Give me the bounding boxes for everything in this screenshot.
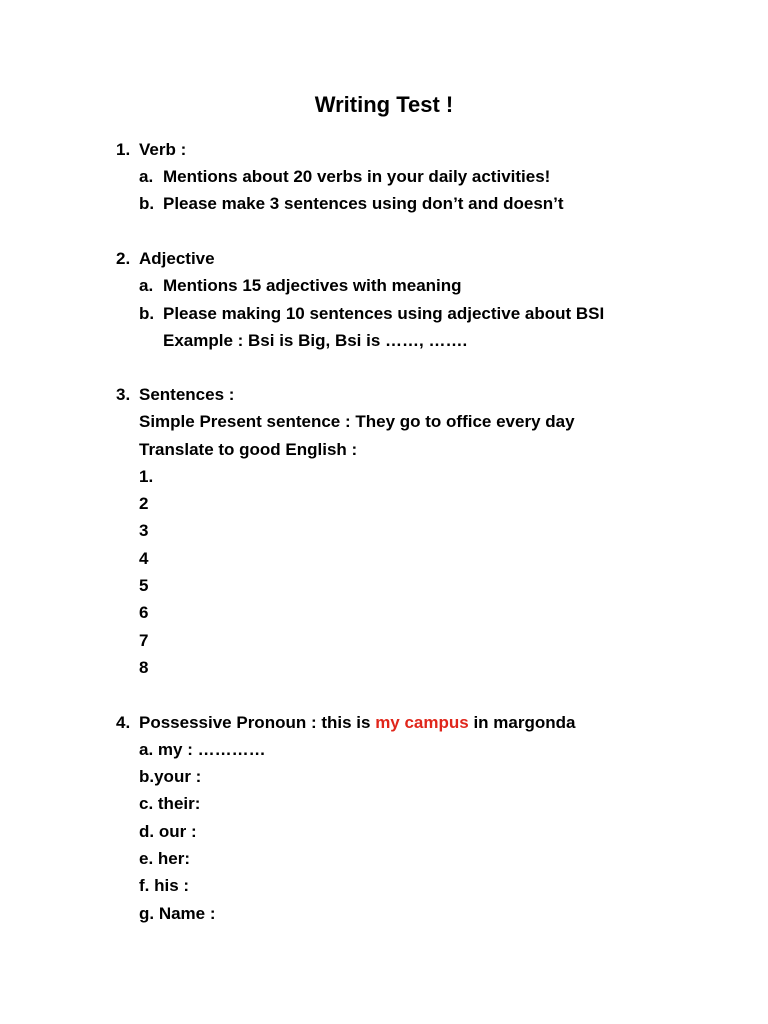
section-4-item: a. my : ………… [139, 740, 266, 759]
section-4-item: e. her: [139, 849, 191, 868]
section-4-heading [139, 712, 575, 734]
section-3-number-item: 6 [139, 603, 149, 622]
section-3-number-item: 1. [139, 467, 154, 486]
section-3-number-item: 7 [139, 631, 149, 650]
section-3-heading: Sentences : [139, 385, 235, 404]
section-1-item-b-text: Please make 3 sentences using don’t and doesn’t [163, 194, 564, 213]
section-4-item: b.your : [139, 767, 202, 786]
section-3-number-item: 5 [139, 576, 149, 595]
section-4-heading-after: in margonda [468, 713, 576, 732]
section-4-heading-highlight: my campus [375, 713, 469, 732]
section-2-item-b-marker: b. [139, 304, 155, 323]
section-1-heading: Verb : [139, 140, 187, 159]
section-4-item: d. our : [139, 822, 197, 841]
section-3-number-item: 8 [139, 658, 149, 677]
section-1-item-a-text: Mentions about 20 verbs in your daily activities! [163, 167, 551, 186]
section-2-heading: Adjective [139, 249, 215, 268]
section-1-number: 1. [116, 140, 131, 159]
section-1-item-b-marker: b. [139, 194, 155, 213]
section-3-number: 3. [116, 385, 131, 404]
section-4-heading-before: Possessive Pronoun : this is [139, 713, 376, 732]
section-3-simple-present: Simple Present sentence : They go to office every day [139, 412, 575, 431]
section-2-item-a-marker: a. [139, 276, 154, 295]
section-4-item: g. Name : [139, 904, 216, 923]
section-3-number-item: 2 [139, 494, 149, 513]
section-2-number: 2. [116, 249, 131, 268]
section-4-item: f. his : [139, 876, 190, 895]
section-3-number-item: 3 [139, 521, 149, 540]
section-2-item-a-text: Mentions 15 adjectives with meaning [163, 276, 462, 295]
section-4-number: 4. [116, 713, 131, 732]
section-3-translate-label: Translate to good English : [139, 440, 358, 459]
section-3-number-item: 4 [139, 549, 149, 568]
section-1-item-a-marker: a. [139, 167, 154, 186]
document-title: Writing Test ! [314, 92, 454, 117]
section-2-item-b-text: Please making 10 sentences using adjective about BSI [163, 304, 605, 323]
section-4-item: c. their: [139, 794, 201, 813]
section-2-example: Example : Bsi is Big, Bsi is ……, ……. [163, 331, 468, 350]
